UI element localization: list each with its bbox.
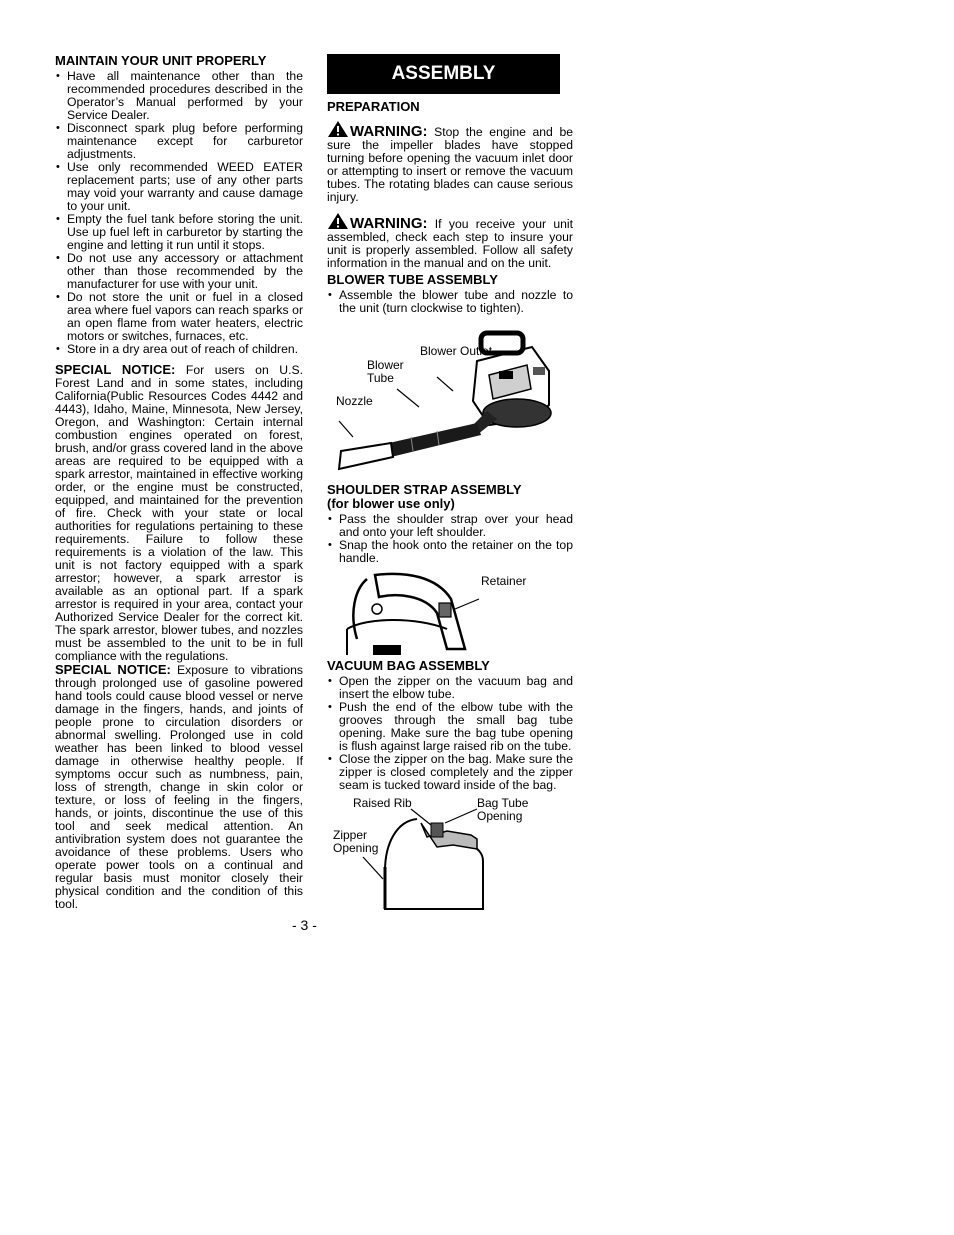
left-column <box>55 54 303 911</box>
warning-label: WARNING: <box>350 123 428 140</box>
list-item: • Assemble the blower tube and nozzle to the unit (turn clockwise to tighten). <box>327 289 573 315</box>
list-item: • Open the zipper on the vacuum bag and insert the elbow tube. <box>327 675 573 701</box>
warning-label: WARNING: <box>350 215 428 232</box>
warning-triangle-icon <box>327 120 349 138</box>
list-item: • Do not store the unit or fuel in a closed area where fuel vapors can reach sparks or an open flame from water heaters, electric motors or switches, furnaces, etc. <box>55 291 303 343</box>
vacuum-bag-heading: VACUUM BAG ASSEMBLY <box>327 658 490 673</box>
special-notice-text: For users on U.S. Forest Land and in some states, including California(Public Resources Codes 4442 and 4443), Idaho, Maine, Minnesota, New Jersey, Oregon, and Washington: Certain internal combustion engines operated on forest, brush, and/or grass covered land in the above areas are required to be equipped with a spark arrestor, maintained in effective working order, or the engine must be constructed, equipped, and maintained for the prevention of fire. Check with your state or local authorities for regulations pertaining to these requirements. Failure to follow these requirements is a violation of the law. This unit is not factory equipped with a spark arrestor; however, a spark arrestor is available as an optional part. If a spark arrestor is required in your area, contact your Authorized Service Dealer for the correct kit. The spark arrestor, blower tubes, and nozzles must be assembled to the unit to be in full compliance with the regulations. <box>55 363 303 663</box>
retainer-label: Retainer <box>481 574 527 588</box>
zipper-opening-label: Zipper Opening <box>333 828 379 855</box>
maintain-list <box>55 70 303 356</box>
shoulder-strap-heading: SHOULDER STRAP ASSEMBLY <box>327 482 522 497</box>
list-item: • Use only recommended WEED EATER replacement parts; use of any other parts may void your warranty and cause damage to your unit. <box>55 161 303 213</box>
nozzle-label: Nozzle <box>336 394 373 408</box>
special-notice-vibration <box>55 663 303 911</box>
list-item: • Store in a dry area out of reach of children. <box>55 343 303 356</box>
shoulder-strap-subheading: (for blower use only) <box>327 496 455 511</box>
warning-triangle-icon <box>327 212 349 230</box>
list-item: • Have all maintenance other than the recommended procedures described in the Operator’s Manual performed by your Service Dealer. <box>55 70 303 122</box>
blower-tube-heading: BLOWER TUBE ASSEMBLY <box>327 272 498 287</box>
special-notice-label: SPECIAL NOTICE: <box>55 662 171 677</box>
list-item: • Push the end of the elbow tube with the grooves through the small bag tube opening. Make sure the bag tube opening is flush against large raised rib on the tube. <box>327 701 573 753</box>
vacuum-bag-list <box>327 675 573 792</box>
blower-tube-list <box>327 289 573 315</box>
retainer-figure <box>327 569 573 655</box>
preparation-heading: PREPARATION <box>327 99 420 114</box>
special-notice-text: Exposure to vibrations through prolonged use of gasoline powered hand tools could cause blood vessel or nerve damage in the fingers, hands, and joints of people prone to circulation disorders or abnormal swelling. Prolonged use in cold weather has been linked to blood vessel damage in otherwise healthy people. If symptoms occur such as numbness, pain, loss of strength, change in skin color or texture, or loss of feeling in the fingers, hands, or joints, discontinue the use of this tool and seek medical attention. An antivibration system does not guarantee the avoidance of these problems. Users who operate power tools on a continual and regular basis must monitor closely their physical condition and the condition of this tool. <box>55 663 303 911</box>
handle-illustration <box>327 569 573 655</box>
warning-block <box>327 212 573 270</box>
list-item: • Disconnect spark plug before performing maintenance except for carburetor adjustments. <box>55 122 303 161</box>
assembly-banner: ASSEMBLY <box>327 54 560 94</box>
right-column <box>327 54 573 913</box>
list-item: • Snap the hook onto the retainer on the top handle. <box>327 539 573 565</box>
shoulder-strap-list <box>327 513 573 565</box>
page-number: - 3 - <box>292 917 317 933</box>
list-item: • Close the zipper on the bag. Make sure the zipper is closed completely and the zipper seam is tucked toward inside of the bag. <box>327 753 573 792</box>
vacuum-bag-figure <box>327 797 573 913</box>
raised-rib-label: Raised Rib <box>353 796 412 810</box>
list-item: • Pass the shoulder strap over your head and onto your left shoulder. <box>327 513 573 539</box>
maintain-heading: MAINTAIN YOUR UNIT PROPERLY <box>55 53 267 68</box>
blower-tube-figure <box>327 319 573 479</box>
blower-tube-label: Blower Tube <box>367 358 404 385</box>
list-item: • Do not use any accessory or attachment other than those recommended by the manufacturer for use with your unit. <box>55 252 303 291</box>
special-notice-fire <box>55 363 303 663</box>
list-item: • Empty the fuel tank before storing the unit. Use up fuel left in carburetor by starting the engine and letting it run until it stops. <box>55 213 303 252</box>
warning-block <box>327 120 573 204</box>
warning-text: Stop the engine and be sure the impeller blades have stopped turning before opening the vacuum inlet door or attempting to insert or remove the vacuum tubes. The rotating blades can cause serious injury. <box>327 125 573 204</box>
special-notice-label: SPECIAL NOTICE: <box>55 362 176 377</box>
warning-text: If you receive your unit assembled, check each step to insure your unit is properly assembled. Follow all safety information in the manual and on the unit. <box>327 217 573 270</box>
bag-tube-opening-label: Bag Tube Opening <box>477 796 529 823</box>
blower-outlet-label: Blower Outlet <box>420 344 493 358</box>
